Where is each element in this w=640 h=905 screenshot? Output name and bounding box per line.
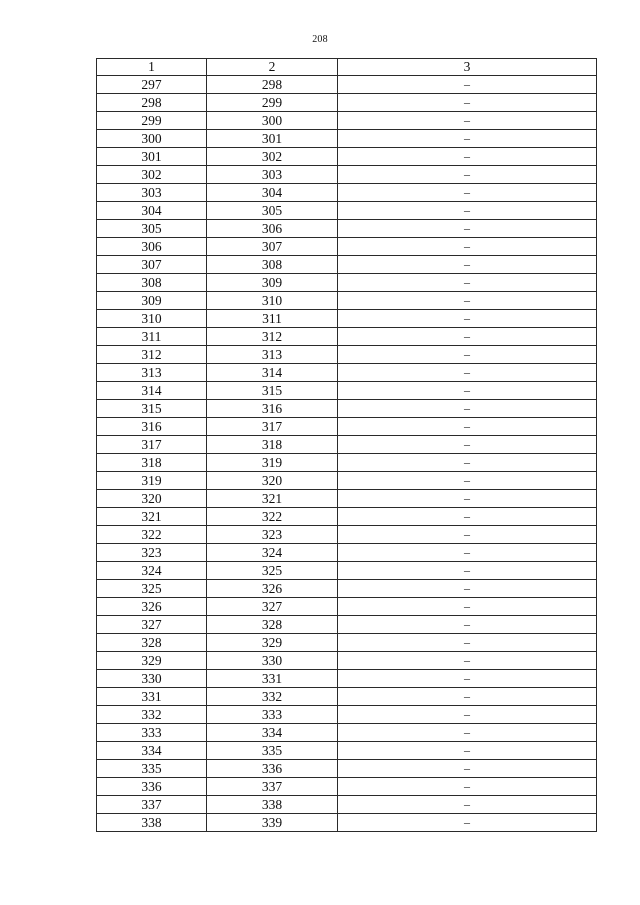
table-cell-col-1: 302	[97, 166, 207, 184]
table-cell-col-1: 315	[97, 400, 207, 418]
table-cell-col-3: –	[338, 220, 597, 238]
table-cell-col-2: 312	[207, 328, 338, 346]
table-row	[97, 94, 597, 112]
table-cell-col-1: 333	[97, 724, 207, 742]
table-cell-col-2: 308	[207, 256, 338, 274]
table-cell-col-2: 299	[207, 94, 338, 112]
table-cell-col-2: 336	[207, 760, 338, 778]
table-row	[97, 328, 597, 346]
table-cell-col-3: –	[338, 166, 597, 184]
table-cell-col-3: –	[338, 760, 597, 778]
table-row	[97, 148, 597, 166]
table-cell-col-1: 311	[97, 328, 207, 346]
table-cell-col-2: 322	[207, 508, 338, 526]
table-cell-col-1: 334	[97, 742, 207, 760]
table-cell-col-3: –	[338, 562, 597, 580]
table-row	[97, 472, 597, 490]
table-cell-col-2: 303	[207, 166, 338, 184]
table-cell-col-3: –	[338, 364, 597, 382]
table-row	[97, 418, 597, 436]
table-cell-col-3: –	[338, 112, 597, 130]
table-cell-col-3: –	[338, 418, 597, 436]
table-cell-col-1: 316	[97, 418, 207, 436]
table-row	[97, 616, 597, 634]
table-cell-col-2: 318	[207, 436, 338, 454]
table-cell-col-2: 326	[207, 580, 338, 598]
table-cell-col-3: –	[338, 382, 597, 400]
table-cell-col-1: 317	[97, 436, 207, 454]
table-cell-col-2: 337	[207, 778, 338, 796]
table-cell-col-2: 328	[207, 616, 338, 634]
table-cell-col-3: –	[338, 598, 597, 616]
table-cell-col-3: –	[338, 490, 597, 508]
table-cell-col-3: –	[338, 184, 597, 202]
table-cell-col-1: 329	[97, 652, 207, 670]
table-row	[97, 256, 597, 274]
table-cell-col-2: 304	[207, 184, 338, 202]
table-cell-col-3: –	[338, 328, 597, 346]
table-body	[97, 76, 597, 832]
table-cell-col-3: –	[338, 274, 597, 292]
table-cell-col-2: 307	[207, 238, 338, 256]
table-row	[97, 292, 597, 310]
table-cell-col-1: 328	[97, 634, 207, 652]
table-cell-col-2: 314	[207, 364, 338, 382]
table-cell-col-2: 323	[207, 526, 338, 544]
table-cell-col-2: 330	[207, 652, 338, 670]
table-cell-col-3: –	[338, 616, 597, 634]
table-row	[97, 382, 597, 400]
table-cell-col-2: 315	[207, 382, 338, 400]
table-cell-col-3: –	[338, 148, 597, 166]
table-cell-col-2: 320	[207, 472, 338, 490]
table-cell-col-3: –	[338, 454, 597, 472]
table-cell-col-1: 307	[97, 256, 207, 274]
table-cell-col-1: 300	[97, 130, 207, 148]
table-cell-col-1: 330	[97, 670, 207, 688]
table-row	[97, 706, 597, 724]
table-cell-col-2: 301	[207, 130, 338, 148]
table-row	[97, 670, 597, 688]
table-cell-col-1: 338	[97, 814, 207, 832]
table-row	[97, 508, 597, 526]
table-cell-col-2: 298	[207, 76, 338, 94]
table-row	[97, 778, 597, 796]
table-row	[97, 436, 597, 454]
table-cell-col-1: 312	[97, 346, 207, 364]
table-cell-col-3: –	[338, 796, 597, 814]
table-cell-col-2: 317	[207, 418, 338, 436]
table-row	[97, 364, 597, 382]
table-row	[97, 634, 597, 652]
table-cell-col-3: –	[338, 436, 597, 454]
table-row	[97, 238, 597, 256]
table-cell-col-2: 324	[207, 544, 338, 562]
table-cell-col-3: –	[338, 580, 597, 598]
table-cell-col-2: 339	[207, 814, 338, 832]
table-cell-col-2: 313	[207, 346, 338, 364]
table-cell-col-2: 334	[207, 724, 338, 742]
table-cell-col-3: –	[338, 130, 597, 148]
table-header-row	[97, 59, 597, 76]
table-cell-col-1: 327	[97, 616, 207, 634]
table-row	[97, 796, 597, 814]
table-cell-col-3: –	[338, 94, 597, 112]
table-cell-col-1: 325	[97, 580, 207, 598]
table-cell-col-2: 331	[207, 670, 338, 688]
table-row	[97, 220, 597, 238]
table-row	[97, 580, 597, 598]
table-cell-col-2: 305	[207, 202, 338, 220]
table-cell-col-3: –	[338, 778, 597, 796]
table-row	[97, 274, 597, 292]
table-cell-col-1: 323	[97, 544, 207, 562]
table-cell-col-1: 305	[97, 220, 207, 238]
table-cell-col-2: 311	[207, 310, 338, 328]
table-cell-col-2: 332	[207, 688, 338, 706]
table-row	[97, 130, 597, 148]
table-row	[97, 526, 597, 544]
table-cell-col-3: –	[338, 706, 597, 724]
table-cell-col-2: 333	[207, 706, 338, 724]
table-cell-col-3: –	[338, 400, 597, 418]
table-cell-col-3: –	[338, 634, 597, 652]
table-cell-col-1: 298	[97, 94, 207, 112]
table-cell-col-3: –	[338, 652, 597, 670]
table-cell-col-2: 306	[207, 220, 338, 238]
table-cell-col-1: 314	[97, 382, 207, 400]
table-row	[97, 814, 597, 832]
table-cell-col-1: 332	[97, 706, 207, 724]
table-cell-col-1: 337	[97, 796, 207, 814]
table-cell-col-1: 319	[97, 472, 207, 490]
table-cell-col-1: 331	[97, 688, 207, 706]
table-cell-col-3: –	[338, 238, 597, 256]
table-cell-col-1: 318	[97, 454, 207, 472]
table-cell-col-3: –	[338, 814, 597, 832]
table-cell-col-1: 322	[97, 526, 207, 544]
table-row	[97, 562, 597, 580]
table-cell-col-2: 316	[207, 400, 338, 418]
table-cell-col-3: –	[338, 346, 597, 364]
table-cell-col-2: 321	[207, 490, 338, 508]
table-row	[97, 688, 597, 706]
table-row	[97, 742, 597, 760]
table-cell-col-2: 310	[207, 292, 338, 310]
table-cell-col-3: –	[338, 670, 597, 688]
table-row	[97, 400, 597, 418]
table-cell-col-2: 327	[207, 598, 338, 616]
table-cell-col-1: 301	[97, 148, 207, 166]
table-row	[97, 184, 597, 202]
table-row	[97, 346, 597, 364]
column-header-2: 2	[207, 59, 338, 76]
table-cell-col-1: 306	[97, 238, 207, 256]
table-cell-col-1: 303	[97, 184, 207, 202]
column-header-3: 3	[338, 59, 597, 76]
table-cell-col-3: –	[338, 202, 597, 220]
table-cell-col-1: 324	[97, 562, 207, 580]
table-row	[97, 166, 597, 184]
table-cell-col-2: 325	[207, 562, 338, 580]
table-cell-col-1: 309	[97, 292, 207, 310]
table-row	[97, 544, 597, 562]
table-cell-col-3: –	[338, 310, 597, 328]
table-cell-col-3: –	[338, 526, 597, 544]
table-row	[97, 760, 597, 778]
table-row	[97, 202, 597, 220]
data-table	[96, 58, 597, 832]
table-cell-col-1: 321	[97, 508, 207, 526]
table-row	[97, 310, 597, 328]
table-cell-col-1: 299	[97, 112, 207, 130]
table-cell-col-1: 304	[97, 202, 207, 220]
column-header-1: 1	[97, 59, 207, 76]
table-cell-col-2: 319	[207, 454, 338, 472]
table-cell-col-3: –	[338, 544, 597, 562]
table-cell-col-3: –	[338, 292, 597, 310]
table-cell-col-1: 335	[97, 760, 207, 778]
table-cell-col-2: 300	[207, 112, 338, 130]
page-number: 208	[312, 34, 328, 45]
table-cell-col-3: –	[338, 76, 597, 94]
table-cell-col-1: 313	[97, 364, 207, 382]
table-cell-col-2: 335	[207, 742, 338, 760]
table-row	[97, 454, 597, 472]
table-cell-col-1: 310	[97, 310, 207, 328]
table-cell-col-3: –	[338, 742, 597, 760]
table-row	[97, 112, 597, 130]
table-header	[97, 59, 597, 76]
table-cell-col-1: 326	[97, 598, 207, 616]
table-cell-col-2: 329	[207, 634, 338, 652]
table-cell-col-3: –	[338, 724, 597, 742]
table-cell-col-2: 338	[207, 796, 338, 814]
table-row	[97, 490, 597, 508]
table-row	[97, 598, 597, 616]
table-row	[97, 724, 597, 742]
table-row	[97, 76, 597, 94]
table-cell-col-3: –	[338, 472, 597, 490]
table-cell-col-1: 320	[97, 490, 207, 508]
table-row	[97, 652, 597, 670]
table-cell-col-3: –	[338, 688, 597, 706]
table-cell-col-1: 336	[97, 778, 207, 796]
table-cell-col-3: –	[338, 256, 597, 274]
table-cell-col-2: 309	[207, 274, 338, 292]
table-cell-col-1: 297	[97, 76, 207, 94]
table-cell-col-3: –	[338, 508, 597, 526]
table-cell-col-1: 308	[97, 274, 207, 292]
table-cell-col-2: 302	[207, 148, 338, 166]
